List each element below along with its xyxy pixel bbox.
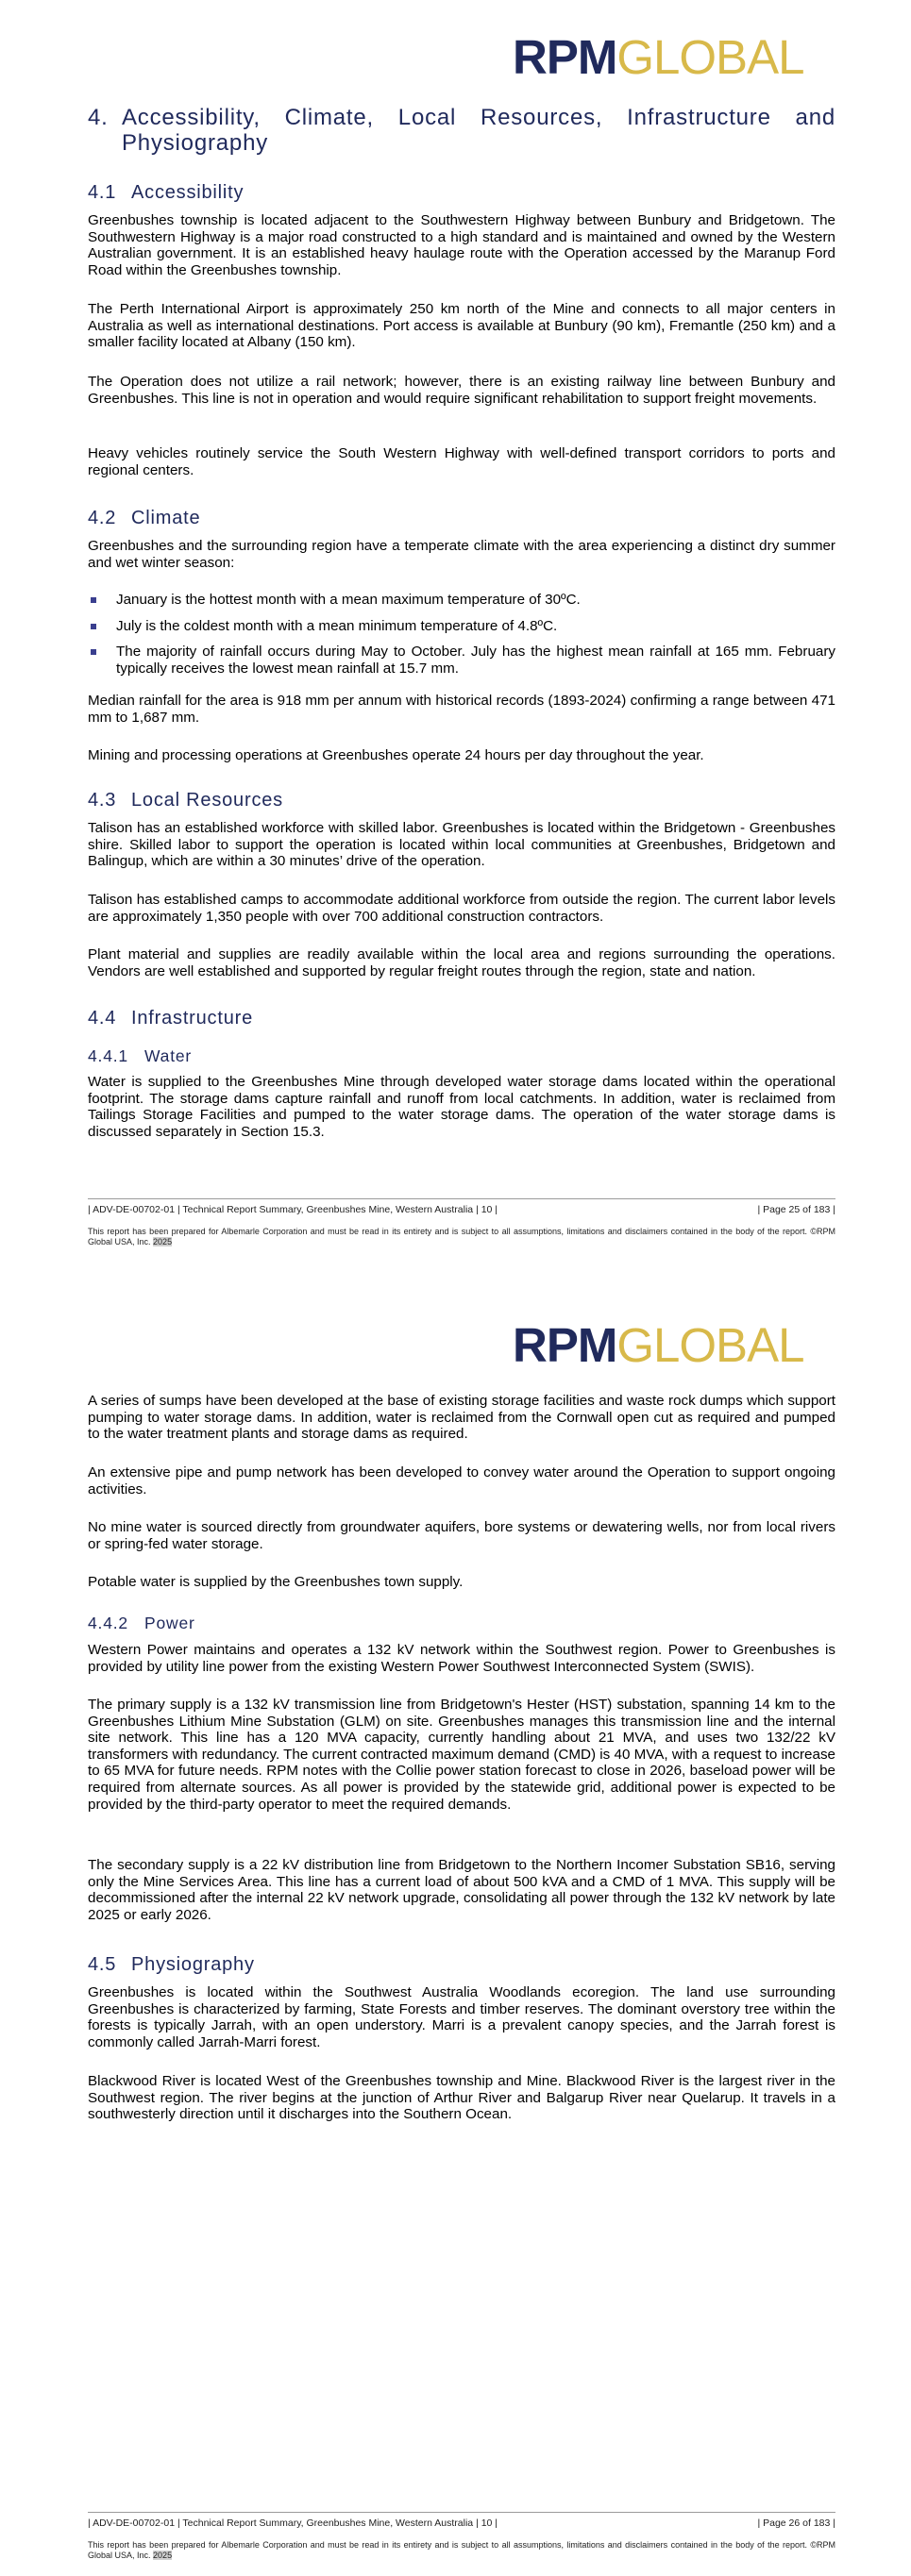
page-footer bbox=[88, 1198, 835, 1246]
footer-line bbox=[88, 1204, 835, 1217]
paragraph: No mine water is sourced directly from groundwater aquifers, bore systems or dewatering wells, nor from local rivers or spring-fed water storage. bbox=[88, 1519, 835, 1552]
heading-4-2: 4.2 Climate bbox=[88, 508, 201, 528]
section-title-line1: Accessibility, Climate, Local Resources, Infrastructure and bbox=[122, 105, 835, 130]
paragraph: Plant material and supplies are readily available within the local area and regions surrounding the operations. Vendors are well established and supported by regular freight routes through the region, state and nation. bbox=[88, 946, 835, 979]
climate-bullet-list bbox=[88, 592, 835, 686]
rpm-global-logo: RPMGLOBAL bbox=[513, 1318, 804, 1372]
heading-4-1: 4.1 Accessibility bbox=[88, 182, 245, 203]
footer-line bbox=[88, 2517, 835, 2531]
page-number: | Page 25 of 183 | bbox=[757, 1204, 835, 1215]
heading-4-4-1: 4.4.1 Water bbox=[88, 1046, 193, 1065]
paragraph: Heavy vehicles routinely service the South Western Highway with well-defined transport corridors to ports and regional centers. bbox=[88, 445, 835, 478]
footer-doc-info: | ADV-DE-00702-01 | Technical Report Summary, Greenbushes Mine, Western Australia | 10 | bbox=[88, 1204, 498, 1215]
paragraph: Talison has an established workforce with skilled labor. Greenbushes is located within the Bridgetown - Greenbushes shire. Skilled labor to support the operation is located within local communities at Greenbushes, Bridgetown and Balingup, which are within a 30 minutes’ drive of the operation. bbox=[88, 820, 835, 870]
paragraph: Greenbushes and the surrounding region have a temperate climate with the area experiencing a distinct dry summer and wet winter season: bbox=[88, 538, 835, 571]
footer-rule bbox=[88, 2512, 835, 2513]
paragraph: A series of sumps have been developed at the base of existing storage facilities and waste rock dumps which support pumping to water storage dams. In addition, water is reclaimed from the Cornwall open cut as required and pumped to the water treatment plants and storage dams as required. bbox=[88, 1393, 835, 1443]
footer-doc-info: | ADV-DE-00702-01 | Technical Report Summary, Greenbushes Mine, Western Australia | 10 | bbox=[88, 2517, 498, 2529]
footer-disclaimer: This report has been prepared for Albemarle Corporation and must be read in its entirety and is subject to all assumptions, limitations and disclaimers contained in the body of the report. ©RPM Global USA, Inc. 2025 bbox=[88, 1227, 835, 1246]
heading-4-4: 4.4 Infrastructure bbox=[88, 1008, 254, 1029]
paragraph: Greenbushes township is located adjacent to the Southwestern Highway between Bunbury and Bridgetown. The Southwestern Highway is a major road constructed to a high standard and is maintained and owned by the Western Australian government. It is an established heavy haulage route with the Operation accessed by the Maranup Ford Road within the Greenbushes township. bbox=[88, 212, 835, 278]
footer-year: 2025 bbox=[153, 1236, 173, 1246]
list-item: July is the coldest month with a mean minimum temperature of 4.8ºC. bbox=[88, 618, 835, 635]
page-26 bbox=[0, 1288, 911, 2576]
paragraph: Greenbushes is located within the Southwest Australia Woodlands ecoregion. The land use surrounding Greenbushes is characterized by farming, State Forests and timber reserves. The dominant overstory tree within the forests is typically Jarrah, with an open understory. Marri is a prevalent canopy species, and the Jarrah forest is commonly called Jarrah-Marri forest. bbox=[88, 1984, 835, 2050]
list-item: The majority of rainfall occurs during May to October. July has the highest mean rainfall at 165 mm. February typically receives the lowest mean rainfall at 15.7 mm. bbox=[88, 644, 835, 677]
paragraph: Blackwood River is located West of the Greenbushes township and Mine. Blackwood River is the largest river in the Southwest region. The river begins at the junction of Arthur River and Balgarup River near Quelarup. It travels in a southwesterly direction until it discharges into the Southern Ocean. bbox=[88, 2073, 835, 2123]
page-number: | Page 26 of 183 | bbox=[757, 2517, 835, 2529]
heading-4-5: 4.5 Physiography bbox=[88, 1954, 255, 1975]
heading-4-4-2: 4.4.2 Power bbox=[88, 1614, 195, 1632]
paragraph: An extensive pipe and pump network has been developed to convey water around the Operation to support ongoing activities. bbox=[88, 1464, 835, 1497]
section-4-heading bbox=[88, 105, 835, 156]
footer-year: 2025 bbox=[153, 2550, 173, 2560]
rpm-global-logo: RPMGLOBAL bbox=[513, 30, 804, 84]
list-item: January is the hottest month with a mean maximum temperature of 30ºC. bbox=[88, 592, 835, 609]
footer-rule bbox=[88, 1198, 835, 1199]
paragraph: Water is supplied to the Greenbushes Mine through developed water storage dams located within the operational footprint. The storage dams capture rainfall and runoff from local catchments. In addition, water is reclaimed from Tailings Storage Facilities and pumped to the water storage dams. The operation of the water storage dams is discussed separately in Section 15.3. bbox=[88, 1074, 835, 1140]
paragraph: Median rainfall for the area is 918 mm per annum with historical records (1893-2024) confirming a range between 471 mm to 1,687 mm. bbox=[88, 693, 835, 726]
paragraph: Talison has established camps to accommodate additional workforce from outside the region. The current labor levels are approximately 1,350 people with over 700 additional construction contractors. bbox=[88, 892, 835, 925]
paragraph: The Perth International Airport is approximately 250 km north of the Mine and connects to all major centers in Australia as well as international destinations. Port access is available at Bunbury (90 km), Fremantle (250 km) and a smaller facility located at Albany (150 km). bbox=[88, 301, 835, 351]
paragraph: The secondary supply is a 22 kV distribution line from Bridgetown to the Northern Incomer Substation SB16, serving only the Mine Services Area. This line has a current load of about 500 kVA and a CMD of 1 MVA. This supply will be decommissioned after the internal 22 kV network upgrade, consolidating all power through the 132 kV network by late 2025 or early 2026. bbox=[88, 1857, 835, 1923]
section-number: 4. bbox=[88, 105, 109, 130]
heading-4-3: 4.3 Local Resources bbox=[88, 790, 283, 811]
paragraph: The primary supply is a 132 kV transmission line from Bridgetown's Hester (HST) substation, spanning 14 km to the Greenbushes Lithium Mine Substation (GLM) on site. Greenbushes manages this transmission line and the internal site network. This line has a 120 MVA capacity, currently handling about 21 MVA, and uses two 132/22 kV transformers with redundancy. The current contracted maximum demand (CMD) is 40 MVA, with a request to increase to 65 MVA for future needs. RPM notes with the Collie power station forecast to close in 2026, baseload power will be required from alternate sources. As all power is provided by the statewide grid, additional power is expected to be provided by the third-party operator to meet the required demands. bbox=[88, 1697, 835, 1813]
section-title-line2: Physiography bbox=[122, 130, 269, 156]
paragraph: The Operation does not utilize a rail network; however, there is an existing railway line between Bunbury and Greenbushes. This line is not in operation and would require significant rehabilitation to support freight movements. bbox=[88, 374, 835, 407]
page-footer bbox=[88, 2512, 835, 2560]
paragraph: Potable water is supplied by the Greenbushes town supply. bbox=[88, 1574, 464, 1590]
footer-disclaimer: This report has been prepared for Albemarle Corporation and must be read in its entirety and is subject to all assumptions, limitations and disclaimers contained in the body of the report. ©RPM Global USA, Inc. 2025 bbox=[88, 2540, 835, 2560]
paragraph: Mining and processing operations at Greenbushes operate 24 hours per day throughout the year. bbox=[88, 747, 704, 763]
paragraph: Western Power maintains and operates a 132 kV network within the Southwest region. Power to Greenbushes is provided by utility line power from the existing Western Power Southwest Interconnected System (SWIS). bbox=[88, 1642, 835, 1675]
